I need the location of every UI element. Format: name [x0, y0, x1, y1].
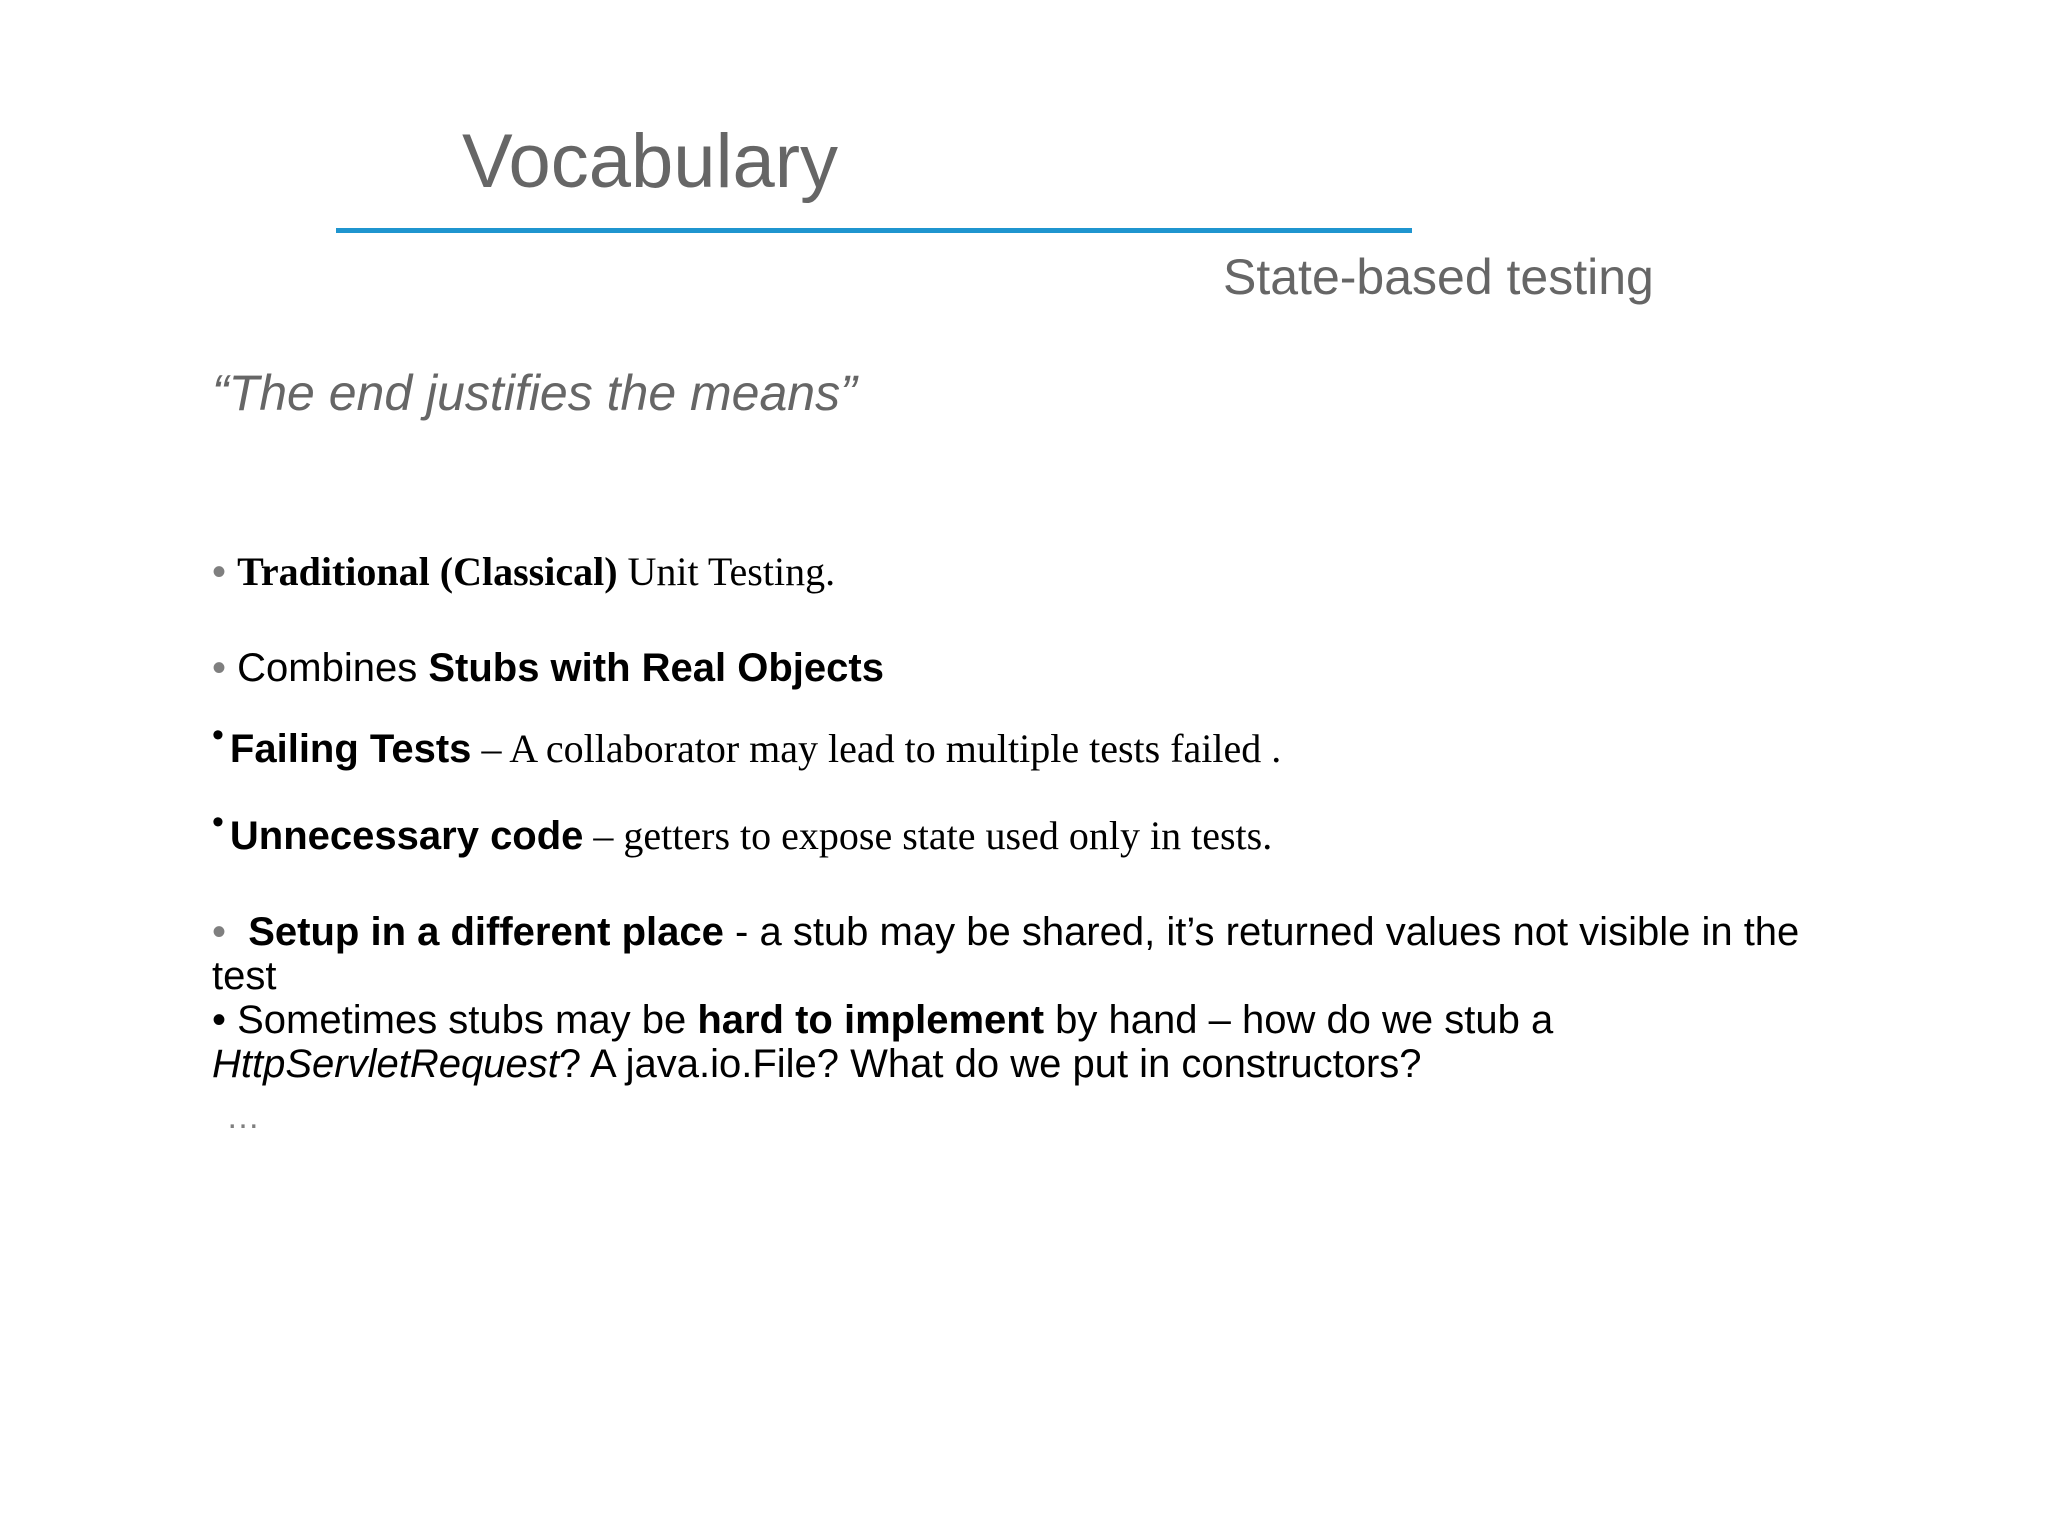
- bullet-unnecessary-code: [212, 803, 1273, 859]
- slide-title: Vocabulary: [462, 119, 839, 204]
- bullet-text: – getters to expose state used only in tests.: [583, 813, 1273, 858]
- bullet-text: Combines: [226, 646, 429, 690]
- bullet-setup-different-place: [212, 910, 1812, 998]
- bullet-failing-tests: [212, 716, 1282, 772]
- ellipsis: …: [226, 1098, 263, 1136]
- slide-subtitle: State-based testing: [1223, 249, 1654, 305]
- bullet-text-end: ? A java.io.File? What do we put in constructors?: [558, 1042, 1422, 1086]
- bullet-marker: •: [212, 910, 227, 954]
- bullet-text-middle: by hand – how do we stub a: [1044, 998, 1554, 1042]
- bullet-italic-text: HttpServletRequest: [212, 1042, 559, 1086]
- bullet-bold-text: Unnecessary code: [229, 814, 584, 858]
- bullet-marker: •: [212, 646, 227, 690]
- bullet-text: - a stub may be shared, it’s returned values not visible in the test: [212, 910, 1800, 998]
- bullet-traditional-unit-testing: [212, 548, 835, 595]
- bullet-hard-to-implement: [212, 998, 1812, 1086]
- bullet-marker: •: [212, 803, 224, 841]
- bullet-bold-text: Stubs with Real Objects: [428, 646, 884, 690]
- bullet-text: – A collaborator may lead to multiple tests failed .: [471, 726, 1282, 771]
- bullet-marker: •: [212, 998, 227, 1042]
- bullet-text: Sometimes stubs may be: [226, 998, 698, 1042]
- title-underline: [336, 228, 1412, 233]
- quote: “The end justifies the means”: [212, 365, 857, 421]
- bullet-marker: •: [212, 716, 224, 754]
- bullet-bold-text: hard to implement: [697, 998, 1045, 1042]
- bullet-text: Unit Testing.: [617, 549, 836, 594]
- bullet-bold-text: Failing Tests: [229, 727, 472, 771]
- bullet-combines-stubs: [212, 646, 884, 691]
- bullet-bold-text: Traditional (Classical): [237, 549, 618, 594]
- bullet-marker: •: [212, 550, 227, 594]
- bullet-bold-text: Setup in a different place: [248, 910, 724, 954]
